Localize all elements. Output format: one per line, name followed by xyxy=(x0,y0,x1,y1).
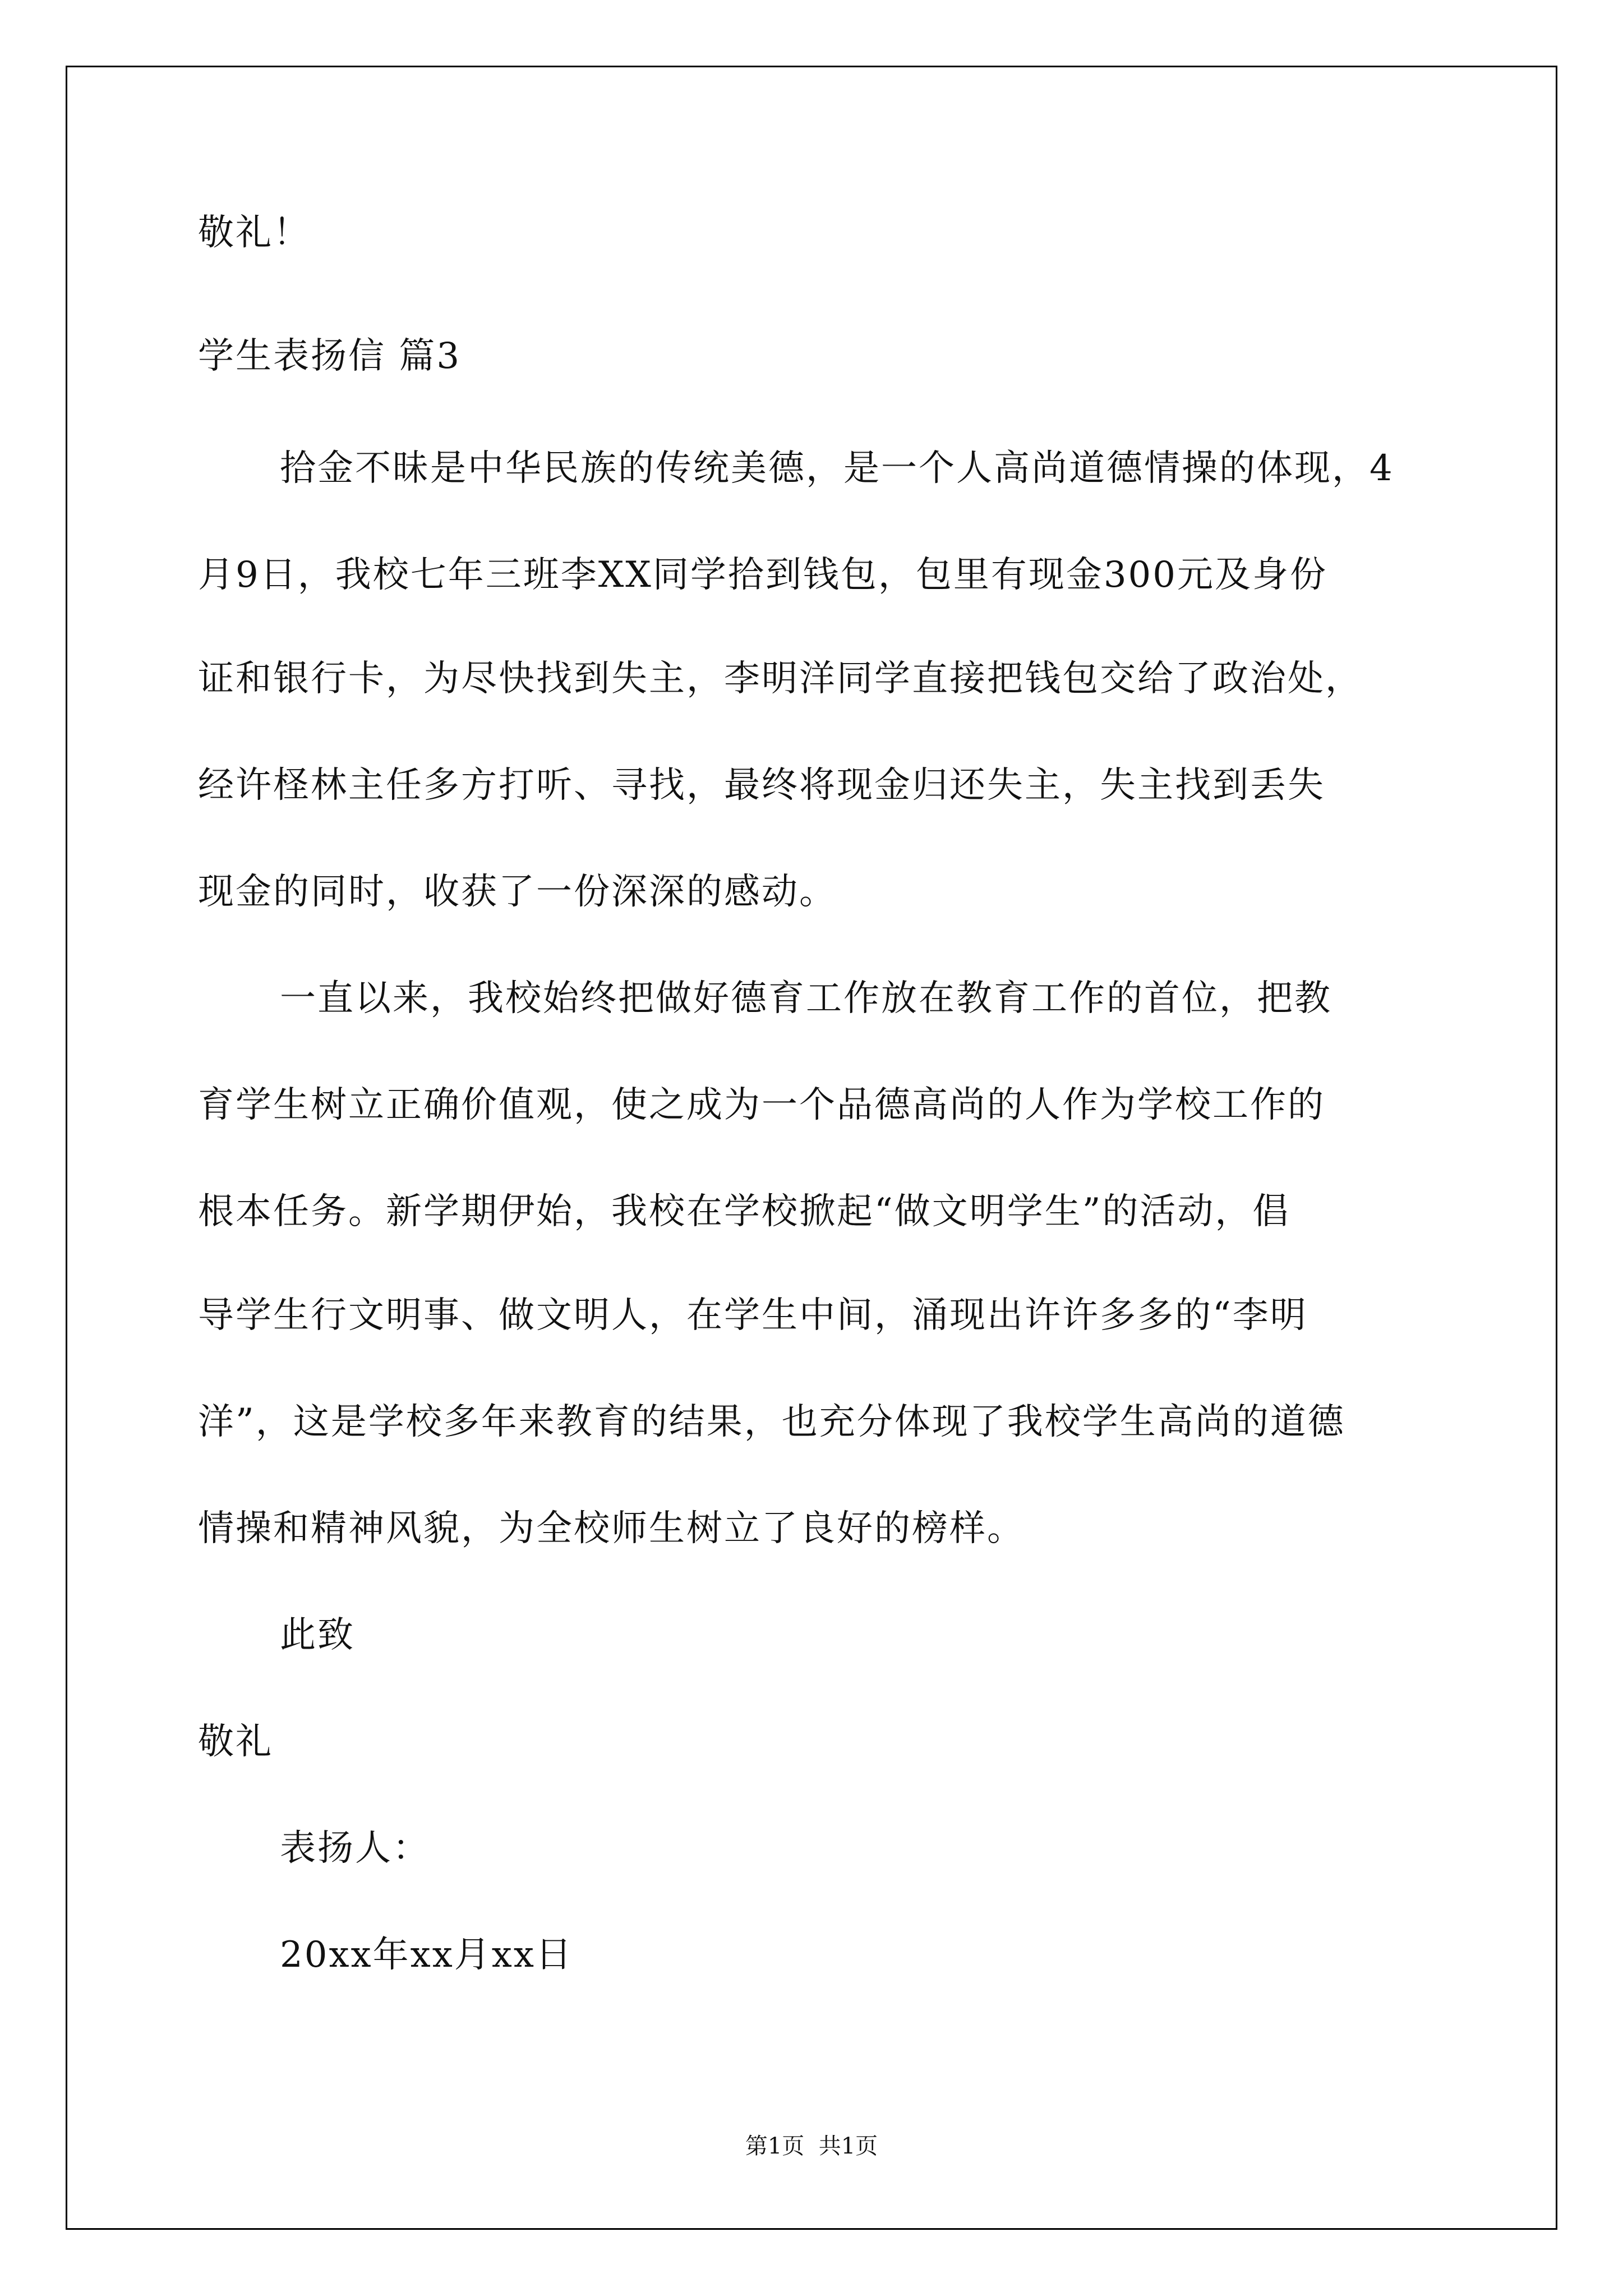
paragraph-line: 导学生行文明事、做文明人，在学生中间，涌现出许许多多的“李明 xyxy=(198,1295,1308,1336)
salute-line: 敬礼 xyxy=(198,1721,273,1763)
paragraph-line: 经许柽林主任多方打听、寻找，最终将现金归还失主，失主找到丢失 xyxy=(198,765,1325,806)
section-heading: 学生表扬信 篇3 xyxy=(198,335,462,377)
paragraph-line: 月9日，我校七年三班李XX同学拾到钱包，包里有现金300元及身份 xyxy=(198,554,1327,596)
paragraph-line: 一直以来，我校始终把做好德育工作放在教育工作的首位，把教 xyxy=(280,978,1332,1019)
date-line: 20xx年xx月xx日 xyxy=(280,1934,573,1976)
paragraph-line: 现金的同时，收获了一份深深的感动。 xyxy=(198,871,837,913)
paragraph-line: 拾金不昧是中华民族的传统美德，是一个人高尚道德情操的体现，4 xyxy=(280,448,1394,489)
paragraph-line: 育学生树立正确价值观，使之成为一个品德高尚的人作为学校工作的 xyxy=(198,1084,1325,1126)
paragraph-line: 根本任务。新学期伊始，我校在学校掀起“做文明学生”的活动，倡 xyxy=(198,1191,1290,1232)
page-footer: 第1页 共1页 xyxy=(745,2133,878,2159)
closing-salute-line: 敬礼！ xyxy=(198,212,311,254)
paragraph-line: 证和银行卡，为尽快找到失主，李明洋同学直接把钱包交给了政治处， xyxy=(198,658,1363,700)
paragraph-line: 洋”，这是学校多年来教育的结果，也充分体现了我校学生高尚的道德 xyxy=(198,1401,1345,1443)
page-frame xyxy=(66,66,1557,2230)
closing-line: 此致 xyxy=(280,1614,355,1656)
signature-line: 表扬人： xyxy=(280,1828,430,1869)
paragraph-line: 情操和精神风貌，为全校师生树立了良好的榜样。 xyxy=(198,1508,1025,1549)
